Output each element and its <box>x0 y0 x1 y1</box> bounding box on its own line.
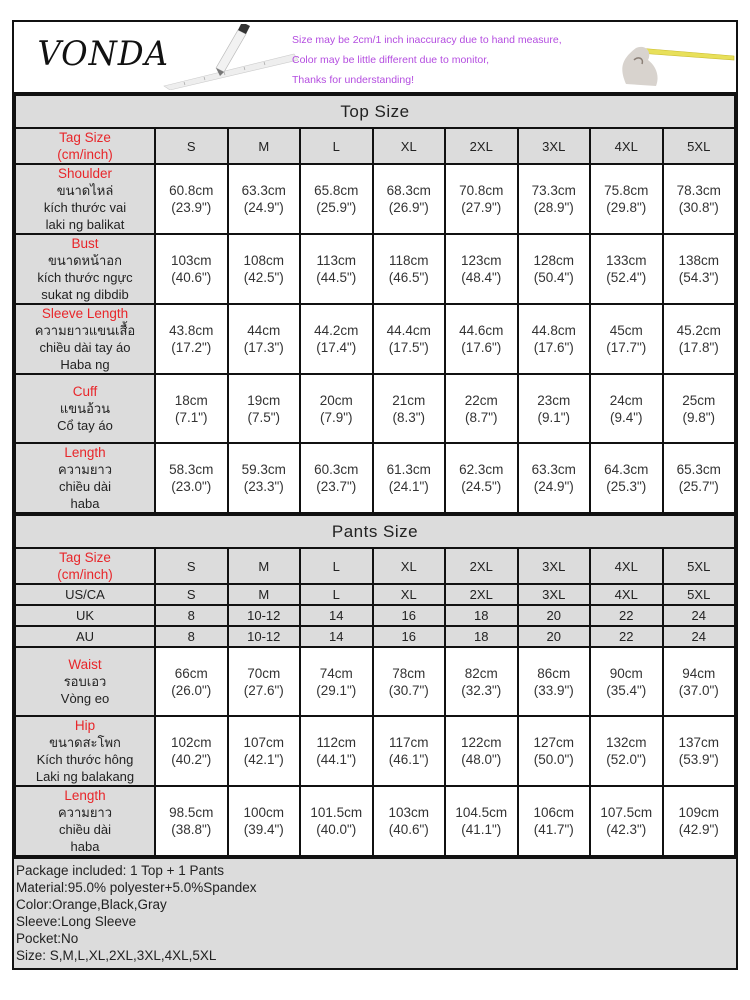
measurement-cell: 60.3cm (23.7") <box>300 443 373 513</box>
measurement-cell: 103cm (40.6") <box>155 234 228 304</box>
measurement-cell: 102cm (40.2") <box>155 716 228 786</box>
measurement-cell: 98.5cm (38.8") <box>155 786 228 856</box>
detail-line: Sleeve:Long Sleeve <box>16 914 137 929</box>
measurement-cell: 65.3cm (25.7") <box>663 443 736 513</box>
conversion-cell: 16 <box>373 626 446 647</box>
disclaimer-notes <box>292 30 562 90</box>
measurement-cell: 64.3cm (25.3") <box>590 443 663 513</box>
note-line: Thanks for understanding! <box>292 74 414 86</box>
translation: ความยาว <box>57 805 113 820</box>
translation: kích thước vai <box>43 200 127 215</box>
size-header: 5XL <box>663 128 736 164</box>
measurement-cell: 101.5cm (40.0") <box>300 786 373 856</box>
translation: chiều dài tay áo <box>39 340 131 355</box>
pen-ruler-icon <box>154 24 304 90</box>
measurement-cell: 109cm (42.9") <box>663 786 736 856</box>
note-line: Size may be 2cm/1 inch inaccuracy due to hand measure, <box>292 34 562 46</box>
measurement-cell: 23cm (9.1") <box>518 374 591 443</box>
conversion-cell: 4XL <box>590 584 663 605</box>
measurement-cell: 65.8cm (25.9") <box>300 164 373 234</box>
measurement-label: Waist รอบเอว Vòng eo <box>15 647 155 716</box>
measurement-cell: 25cm (9.8") <box>663 374 736 443</box>
measurement-cell: 68.3cm (26.9") <box>373 164 446 234</box>
conversion-cell: 8 <box>155 626 228 647</box>
detail-line: Package included: 1 Top + 1 Pants <box>16 863 225 878</box>
translation: Kích thước hông <box>36 752 134 767</box>
conversion-cell: 20 <box>518 626 591 647</box>
conversion-cell: 10-12 <box>228 605 301 626</box>
translation: ขนาดสะโพก <box>49 735 121 750</box>
translation: kích thước ngực <box>37 270 133 285</box>
table-row <box>15 234 735 304</box>
measurement-label: Shoulder ขนาดไหล่ kích thước vai laki ng balikat <box>15 164 155 234</box>
measurement-label: Cuff แขนอ้วน Cổ tay áo <box>15 374 155 443</box>
measurement-cell: 138cm (54.3") <box>663 234 736 304</box>
measurement-cell: 113cm (44.5") <box>300 234 373 304</box>
measurement-cell: 82cm (32.3") <box>445 647 518 716</box>
conversion-cell: XL <box>373 584 446 605</box>
measurement-cell: 122cm (48.0") <box>445 716 518 786</box>
conversion-cell: 14 <box>300 605 373 626</box>
measurement-cell: 45cm (17.7") <box>590 304 663 374</box>
table-row <box>15 786 735 856</box>
size-header: 3XL <box>518 548 591 584</box>
measurement-cell: 20cm (7.9") <box>300 374 373 443</box>
banner <box>14 22 736 94</box>
measurement-cell: 133cm (52.4") <box>590 234 663 304</box>
detail-line: Material:95.0% polyester+5.0%Spandex <box>16 880 257 895</box>
translation: Haba ng <box>60 357 110 372</box>
conversion-cell: 3XL <box>518 584 591 605</box>
size-header: M <box>228 548 301 584</box>
measurement-cell: 70.8cm (27.9") <box>445 164 518 234</box>
translation: ขนาดไหล่ <box>56 183 114 198</box>
table-row <box>15 374 735 443</box>
conversion-cell: 8 <box>155 605 228 626</box>
pants-size-title: Pants Size <box>15 515 735 548</box>
conversion-cell: 22 <box>590 626 663 647</box>
measurement-label: Bust ขนาดหน้าอก kích thước ngực sukat ng dibdib <box>15 234 155 304</box>
measurement-label: Sleeve Length ความยาวแขนเสื้อ chiều dài tay áo Haba ng <box>15 304 155 374</box>
measurement-cell: 90cm (35.4") <box>590 647 663 716</box>
translation: chiều dài <box>58 479 112 494</box>
conversion-cell: 2XL <box>445 584 518 605</box>
detail-line: Size: S,M,L,XL,2XL,3XL,4XL,5XL <box>16 948 217 963</box>
translation: chiều dài <box>58 822 112 837</box>
measurement-cell: 19cm (7.5") <box>228 374 301 443</box>
translation: แขนอ้วน <box>59 401 111 416</box>
measurement-cell: 108cm (42.5") <box>228 234 301 304</box>
measurement-cell: 18cm (7.1") <box>155 374 228 443</box>
table-row <box>15 304 735 374</box>
measurement-cell: 132cm (52.0") <box>590 716 663 786</box>
conversion-cell: 14 <box>300 626 373 647</box>
size-chart <box>12 20 738 970</box>
size-header: 4XL <box>590 548 663 584</box>
measurement-cell: 44.4cm (17.5") <box>373 304 446 374</box>
size-header: 2XL <box>445 548 518 584</box>
conversion-cell: 16 <box>373 605 446 626</box>
table-row <box>15 548 735 584</box>
conversion-cell: L <box>300 584 373 605</box>
measurement-cell: 104.5cm (41.1") <box>445 786 518 856</box>
size-header: S <box>155 548 228 584</box>
translation: haba <box>70 839 100 854</box>
translation: ความยาว <box>57 462 113 477</box>
conversion-cell: 24 <box>663 605 736 626</box>
measurement-cell: 75.8cm (29.8") <box>590 164 663 234</box>
measurement-cell: 118cm (46.5") <box>373 234 446 304</box>
measurement-cell: 128cm (50.4") <box>518 234 591 304</box>
measurement-cell: 73.3cm (28.9") <box>518 164 591 234</box>
size-header: L <box>300 128 373 164</box>
measurement-cell: 86cm (33.9") <box>518 647 591 716</box>
translation: รอบเอว <box>63 674 107 689</box>
conversion-row <box>15 584 735 605</box>
measurement-label: Length ความยาว chiều dài haba <box>15 786 155 856</box>
size-header: 3XL <box>518 128 591 164</box>
measurement-label: Length ความยาว chiều dài haba <box>15 443 155 513</box>
translation: Cổ tay áo <box>57 418 113 433</box>
translation: haba <box>70 496 100 511</box>
size-header: S <box>155 128 228 164</box>
conversion-cell: S <box>155 584 228 605</box>
conversion-cell: 10-12 <box>228 626 301 647</box>
region-label: US/CA <box>15 584 155 605</box>
top-size-table <box>14 94 736 514</box>
size-header: 4XL <box>590 128 663 164</box>
size-header: XL <box>373 548 446 584</box>
translation: ขนาดหน้าอก <box>48 253 122 268</box>
measurement-cell: 44.6cm (17.6") <box>445 304 518 374</box>
measurement-cell: 59.3cm (23.3") <box>228 443 301 513</box>
conversion-row <box>15 626 735 647</box>
conversion-cell: 5XL <box>663 584 736 605</box>
tag-size-label: Tag Size (cm/inch) <box>15 548 155 584</box>
region-label: AU <box>15 626 155 647</box>
measurement-cell: 44.2cm (17.4") <box>300 304 373 374</box>
translation: sukat ng dibdib <box>41 287 129 302</box>
measurement-cell: 66cm (26.0") <box>155 647 228 716</box>
conversion-row <box>15 605 735 626</box>
conversion-cell: 24 <box>663 626 736 647</box>
measurement-cell: 127cm (50.0") <box>518 716 591 786</box>
size-header: 2XL <box>445 128 518 164</box>
measurement-cell: 45.2cm (17.8") <box>663 304 736 374</box>
measurement-cell: 44cm (17.3") <box>228 304 301 374</box>
measurement-cell: 117cm (46.1") <box>373 716 446 786</box>
conversion-cell: 20 <box>518 605 591 626</box>
table-row <box>15 716 735 786</box>
measurement-cell: 60.8cm (23.9") <box>155 164 228 234</box>
detail-line: Pocket:No <box>16 931 79 946</box>
measurement-cell: 22cm (8.7") <box>445 374 518 443</box>
measurement-cell: 58.3cm (23.0") <box>155 443 228 513</box>
table-row <box>15 164 735 234</box>
translation: Laki ng balakang <box>35 769 135 784</box>
translation: laki ng balikat <box>45 217 125 232</box>
size-header: M <box>228 128 301 164</box>
measurement-cell: 63.3cm (24.9") <box>228 164 301 234</box>
measurement-cell: 78.3cm (30.8") <box>663 164 736 234</box>
measurement-cell: 24cm (9.4") <box>590 374 663 443</box>
top-size-title: Top Size <box>15 95 735 128</box>
measurement-cell: 63.3cm (24.9") <box>518 443 591 513</box>
brand-logo: VONDA <box>37 34 169 74</box>
table-row <box>15 128 735 164</box>
measurement-cell: 43.8cm (17.2") <box>155 304 228 374</box>
conversion-cell: 22 <box>590 605 663 626</box>
pants-size-table <box>14 514 736 857</box>
measurement-cell: 70cm (27.6") <box>228 647 301 716</box>
measurement-cell: 100cm (39.4") <box>228 786 301 856</box>
measurement-cell: 137cm (53.9") <box>663 716 736 786</box>
size-header: L <box>300 548 373 584</box>
note-line: Color may be little different due to monitor, <box>292 54 490 66</box>
tape-measure-icon <box>576 26 736 88</box>
table-row <box>15 647 735 716</box>
measurement-cell: 107.5cm (42.3") <box>590 786 663 856</box>
detail-line: Color:Orange,Black,Gray <box>16 897 167 912</box>
measurement-cell: 106cm (41.7") <box>518 786 591 856</box>
conversion-cell: 18 <box>445 626 518 647</box>
size-header: 5XL <box>663 548 736 584</box>
translation: ความยาวแขนเสื้อ <box>34 323 136 338</box>
tag-size-label: Tag Size (cm/inch) <box>15 128 155 164</box>
translation: Vòng eo <box>60 691 110 706</box>
conversion-cell: M <box>228 584 301 605</box>
table-row <box>15 443 735 513</box>
measurement-cell: 21cm (8.3") <box>373 374 446 443</box>
measurement-cell: 123cm (48.4") <box>445 234 518 304</box>
size-header: XL <box>373 128 446 164</box>
measurement-label: Hip ขนาดสะโพก Kích thước hông Laki ng balakang <box>15 716 155 786</box>
measurement-cell: 74cm (29.1") <box>300 647 373 716</box>
measurement-cell: 44.8cm (17.6") <box>518 304 591 374</box>
region-label: UK <box>15 605 155 626</box>
conversion-cell: 18 <box>445 605 518 626</box>
measurement-cell: 61.3cm (24.1") <box>373 443 446 513</box>
measurement-cell: 94cm (37.0") <box>663 647 736 716</box>
measurement-cell: 112cm (44.1") <box>300 716 373 786</box>
measurement-cell: 62.3cm (24.5") <box>445 443 518 513</box>
measurement-cell: 78cm (30.7") <box>373 647 446 716</box>
product-details <box>14 857 736 968</box>
measurement-cell: 103cm (40.6") <box>373 786 446 856</box>
measurement-cell: 107cm (42.1") <box>228 716 301 786</box>
